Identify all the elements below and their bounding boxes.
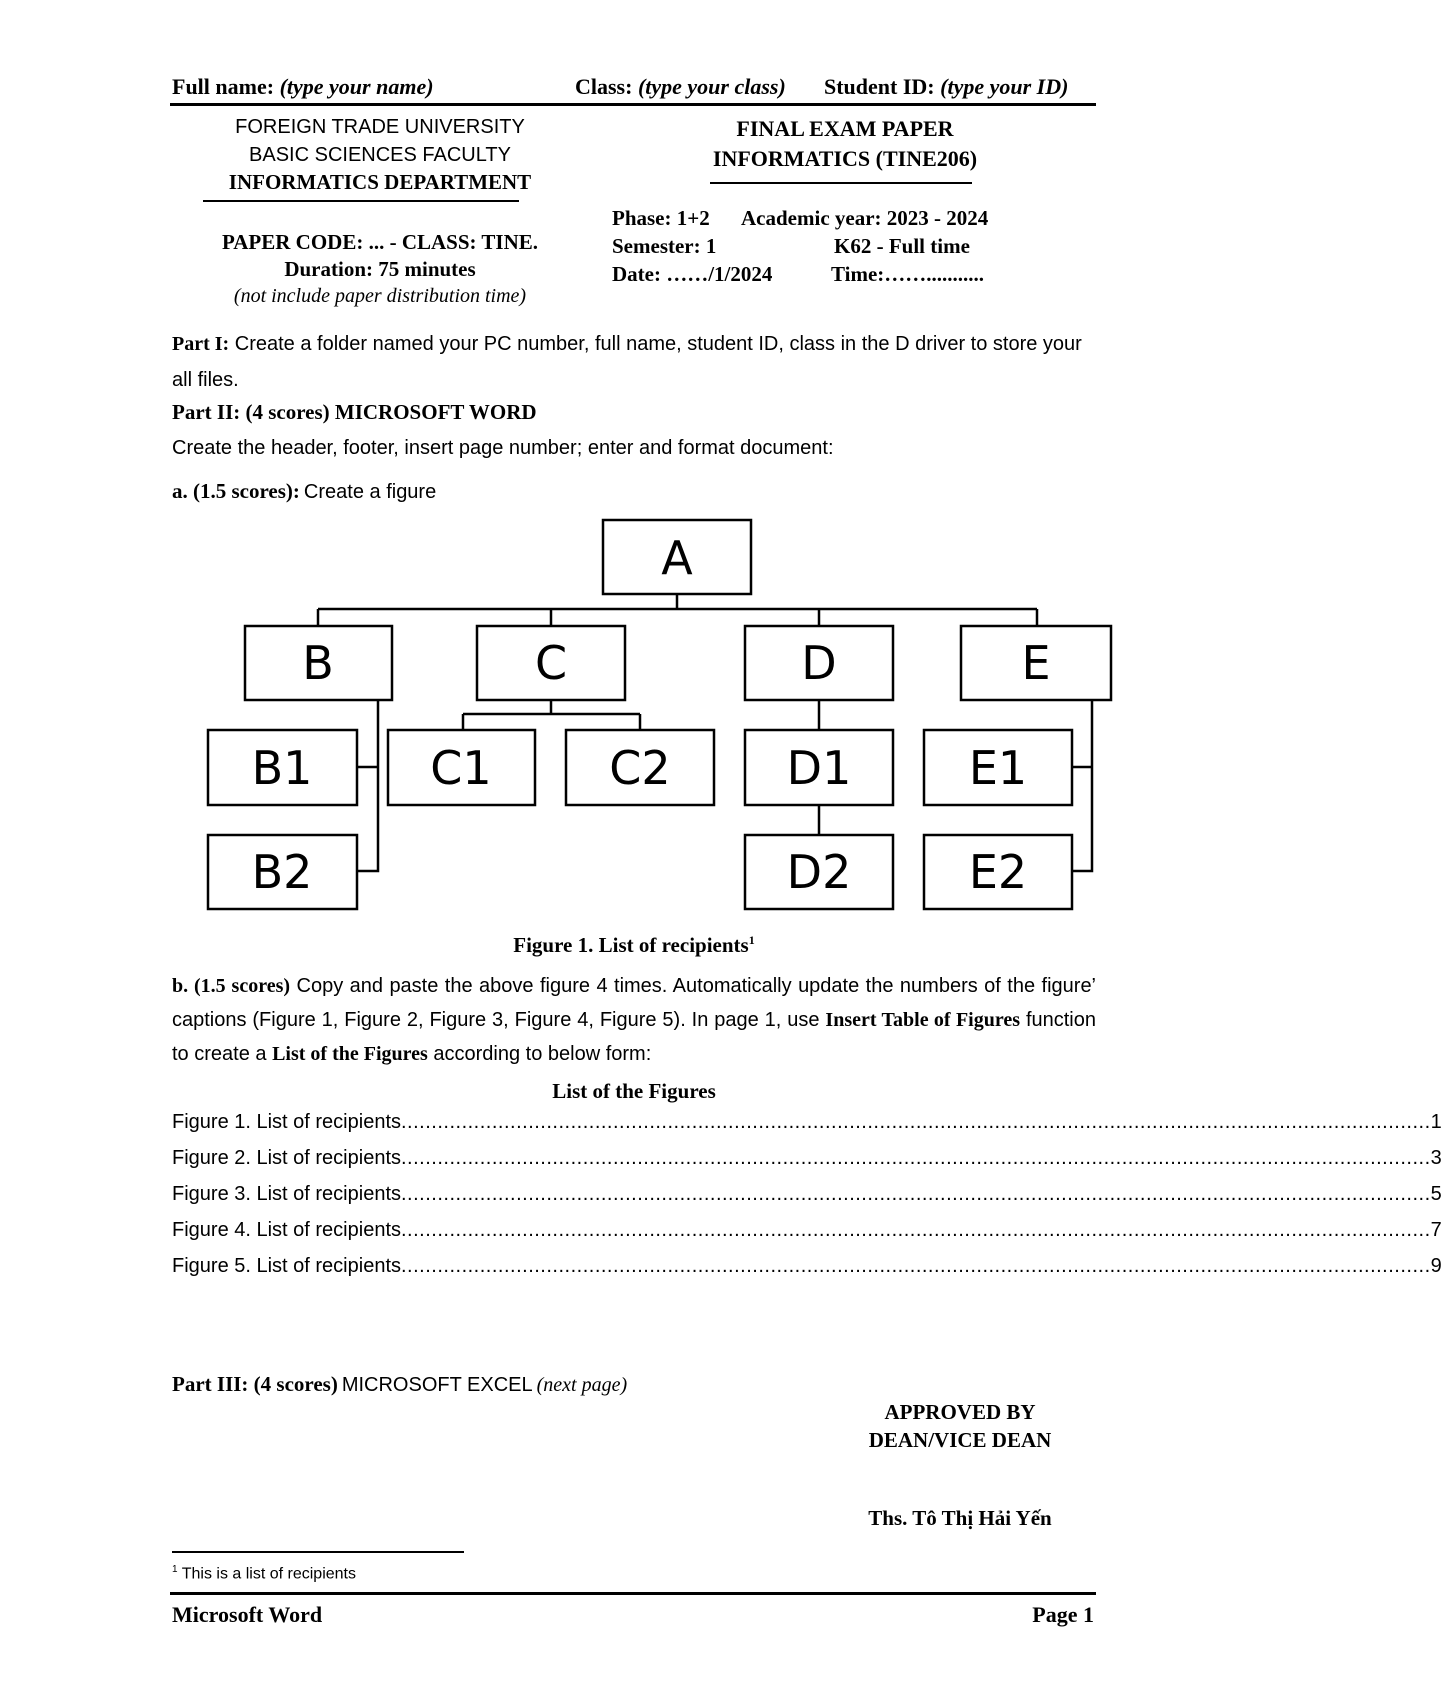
part-b: b. (1.5 scores) Copy and paste the above figure 4 times. Automatically update the numbers of the figure’ captions (Figure 1, Figure 2, Figure 3, Figure 4, Figure 5). In page 1, use Insert Table of Figures function to create a List of the Figures according to below form: — [172, 975, 1097, 1065]
class-value[interactable]: (type your class) — [637, 74, 786, 99]
part1-text: Create a folder named your PC number, full name, student ID, class in the D driver to store your all files. — [172, 333, 1082, 391]
node-b1: B1 — [251, 741, 313, 795]
exam-title: FINAL EXAM PAPER — [736, 116, 954, 141]
exam-phase: Phase: 1+2 — [612, 206, 710, 230]
part2-a: a. (1.5 scores): Create a figure — [172, 479, 437, 503]
node-e: E — [1021, 636, 1051, 690]
toc-entry-3[interactable]: Figure 3. List of recipients .......................................................................................................................................................................... 5 — [172, 1183, 1442, 1205]
student-id-value[interactable]: (type your ID) — [940, 74, 1069, 99]
dean-title: DEAN/VICE DEAN — [868, 1428, 1052, 1452]
department-name: INFORMATICS DEPARTMENT — [228, 170, 532, 194]
duration: Duration: 75 minutes — [284, 257, 476, 281]
part1-label: Part I: — [172, 333, 230, 355]
toc-entry-2[interactable]: Figure 2. List of recipients .......................................................................................................................................................................... 3 — [172, 1147, 1442, 1169]
part2-heading: Part II: (4 scores) MICROSOFT WORD — [172, 400, 537, 424]
exam-semester: Semester: 1 — [612, 234, 717, 258]
node-e1: E1 — [968, 741, 1028, 795]
footnote-rule — [172, 1551, 464, 1553]
faculty-name: BASIC SCIENCES FACULTY — [249, 144, 511, 166]
footer-title: Microsoft Word — [172, 1602, 323, 1627]
node-b: B — [302, 636, 334, 690]
node-b2: B2 — [251, 845, 313, 899]
footnote: $^1$ This is a list of recipients — [172, 1564, 356, 1583]
node-c1: C1 — [430, 741, 492, 795]
fullname-value[interactable]: (type your name) — [279, 74, 434, 99]
page-number: Page 1 — [1032, 1602, 1094, 1627]
header-student-id: Student ID: (type your ID) — [824, 74, 1069, 99]
toc-entry-5[interactable]: Figure 5. List of recipients .......................................................................................................................................................................... 9 — [172, 1255, 1442, 1277]
node-e2: E2 — [968, 845, 1028, 899]
exam-time: Time:……........... — [831, 262, 985, 286]
exam-program: K62 - Full time — [834, 234, 970, 258]
node-c: C — [534, 636, 568, 690]
node-a: A — [661, 531, 693, 585]
approved-by: APPROVED BY — [884, 1400, 1036, 1424]
header-fullname: Full name: (type your name) — [172, 74, 434, 99]
signer-name: Ths. Tô Thị Hải Yến — [868, 1506, 1052, 1530]
exam-academic-year: Academic year: 2023 - 2024 — [741, 206, 989, 230]
footnote-ref: 1 — [748, 933, 755, 947]
toc-title: List of the Figures — [552, 1079, 716, 1103]
node-d2: D2 — [786, 845, 852, 899]
paper-code: PAPER CODE: ... - CLASS: TINE. — [221, 230, 538, 254]
part2-intro: Create the header, footer, insert page number; enter and format document: — [172, 437, 834, 459]
duration-note: (not include paper distribution time) — [233, 285, 527, 307]
toc-entry-1[interactable]: Figure 1. List of recipients .......................................................................................................................................................................... 1 — [172, 1111, 1442, 1133]
university-name: FOREIGN TRADE UNIVERSITY — [235, 116, 525, 138]
exam-date: Date: ……/1/2024 — [612, 262, 773, 286]
figure-caption: Figure 1. List of recipients$^1$ — [513, 933, 755, 957]
node-d1: D1 — [786, 741, 852, 795]
toc-entry-4[interactable]: Figure 4. List of recipients .......................................................................................................................................................................... 7 — [172, 1219, 1442, 1241]
node-c2: C2 — [609, 741, 671, 795]
footer-rule — [170, 1592, 1096, 1595]
node-d: D — [801, 636, 837, 690]
header-class: Class: (type your class) — [575, 74, 786, 99]
part3: Part III: (4 scores) MICROSOFT EXCEL (next page) — [172, 1372, 628, 1396]
exam-subject: INFORMATICS (TINE206) — [712, 146, 978, 171]
